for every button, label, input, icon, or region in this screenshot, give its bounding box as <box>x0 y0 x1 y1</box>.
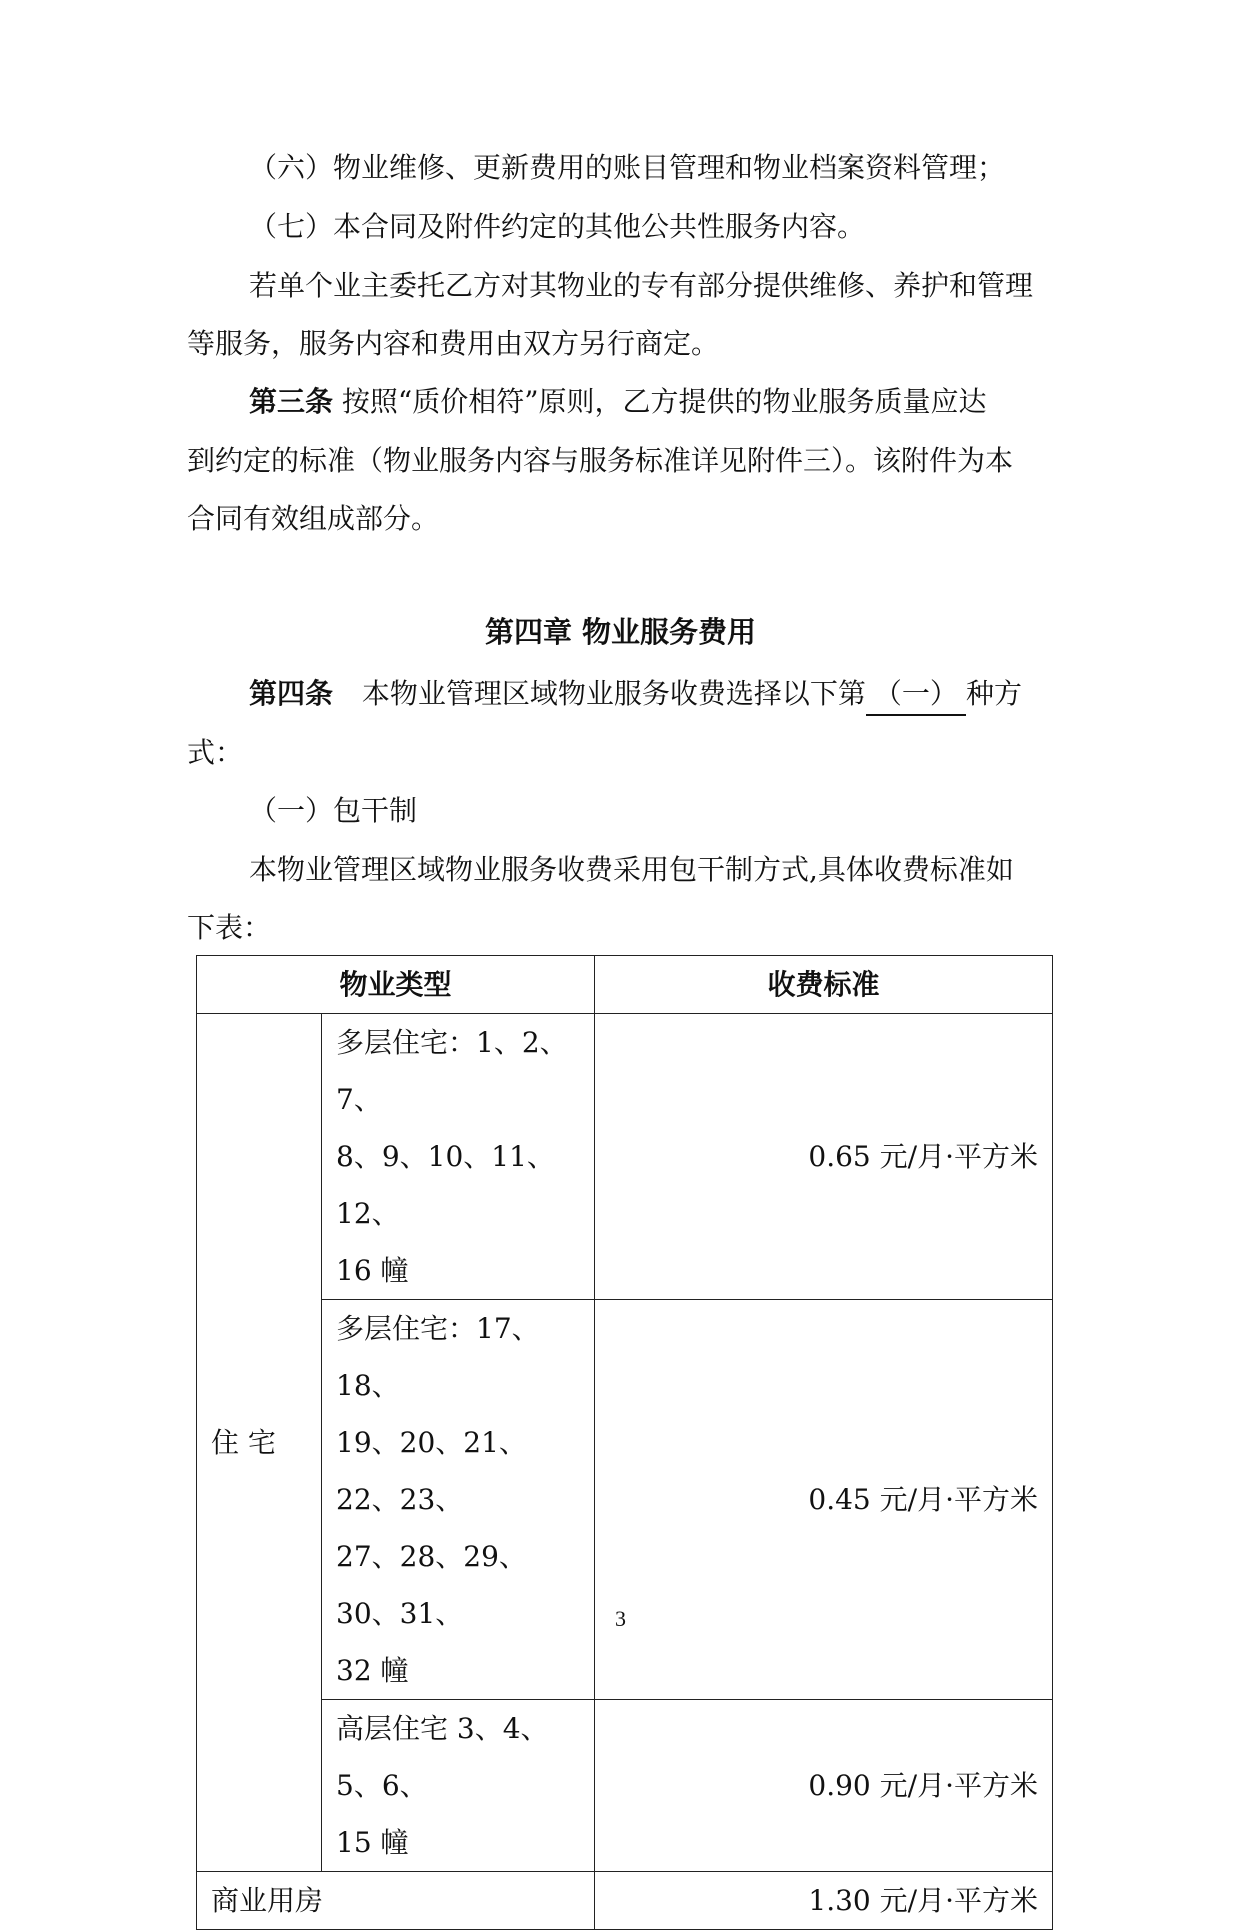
paragraph-line: 本物业管理区域物业服务收费采用包干制方式,具体收费标准如 <box>249 853 1014 886</box>
building-cell <box>322 1300 595 1700</box>
paragraph-line: 合同有效组成部分。 <box>187 502 440 535</box>
article-4-label: 第四条 <box>249 677 334 710</box>
cell-line: 8、9、10、11、12、 <box>336 1140 555 1230</box>
paragraph-line: 式： <box>187 736 244 769</box>
page-number: 3 <box>615 1606 626 1631</box>
table-row <box>197 1300 1053 1700</box>
fee-cell: 1.30 元/月·平方米 <box>595 1872 1053 1930</box>
article-4-text-after: 种方 <box>965 677 1022 710</box>
clause-7: （七）本合同及附件约定的其他公共性服务内容。 <box>249 210 866 243</box>
fee-cell: 0.90 元/月·平方米 <box>595 1700 1053 1872</box>
header-type: 物业类型 <box>197 956 595 1014</box>
choice-field: （一） <box>866 674 966 716</box>
building-cell <box>322 1014 595 1300</box>
cell-line: 16 幢 <box>336 1254 409 1287</box>
cell-line: 15 幢 <box>336 1826 409 1859</box>
residential-label: 住 宅 <box>197 1014 322 1872</box>
cell-line: 32 幢 <box>336 1654 409 1687</box>
cell-line: 高层住宅 3、4、5、6、 <box>336 1712 549 1802</box>
paragraph-line: 到约定的标准（物业服务内容与服务标准详见附件三）。该附件为本 <box>187 444 1014 477</box>
cell-line: 多层住宅：17、18、 <box>336 1312 540 1402</box>
cell-line: 27、28、29、30、31、 <box>336 1540 527 1630</box>
article-3-text: 按照“质价相符”原则，乙方提供的物业服务质量应达 <box>341 385 987 418</box>
commercial-label: 商业用房 <box>197 1872 595 1930</box>
paragraph-line: 下表： <box>187 911 272 944</box>
chapter-title: 第四章 物业服务费用 <box>484 615 757 649</box>
article-3 <box>249 382 987 422</box>
fee-cell: 0.45 元/月·平方米 <box>595 1300 1053 1700</box>
building-cell <box>322 1700 595 1872</box>
table-row <box>197 1872 1053 1930</box>
article-4 <box>249 674 1022 716</box>
paragraph-line: 等服务，服务内容和费用由双方另行商定。 <box>187 327 720 360</box>
table-header-row <box>197 956 1053 1014</box>
clause-6: （六）物业维修、更新费用的账目管理和物业档案资料管理； <box>249 151 1006 184</box>
table-row <box>197 1700 1053 1872</box>
fee-cell: 0.65 元/月·平方米 <box>595 1014 1053 1300</box>
cell-line: 多层住宅：1、2、7、 <box>336 1026 568 1116</box>
article-4-text: 本物业管理区域物业服务收费选择以下第 <box>361 677 866 710</box>
paragraph-line: 若单个业主委托乙方对其物业的专有部分提供维修、养护和管理 <box>249 269 1034 302</box>
table-row <box>197 1014 1053 1300</box>
article-3-label: 第三条 <box>249 385 334 418</box>
header-fee: 收费标准 <box>595 956 1053 1014</box>
cell-line: 19、20、21、22、23、 <box>336 1426 527 1516</box>
option-heading: （一）包干制 <box>249 794 418 827</box>
fee-table <box>196 955 1053 1930</box>
